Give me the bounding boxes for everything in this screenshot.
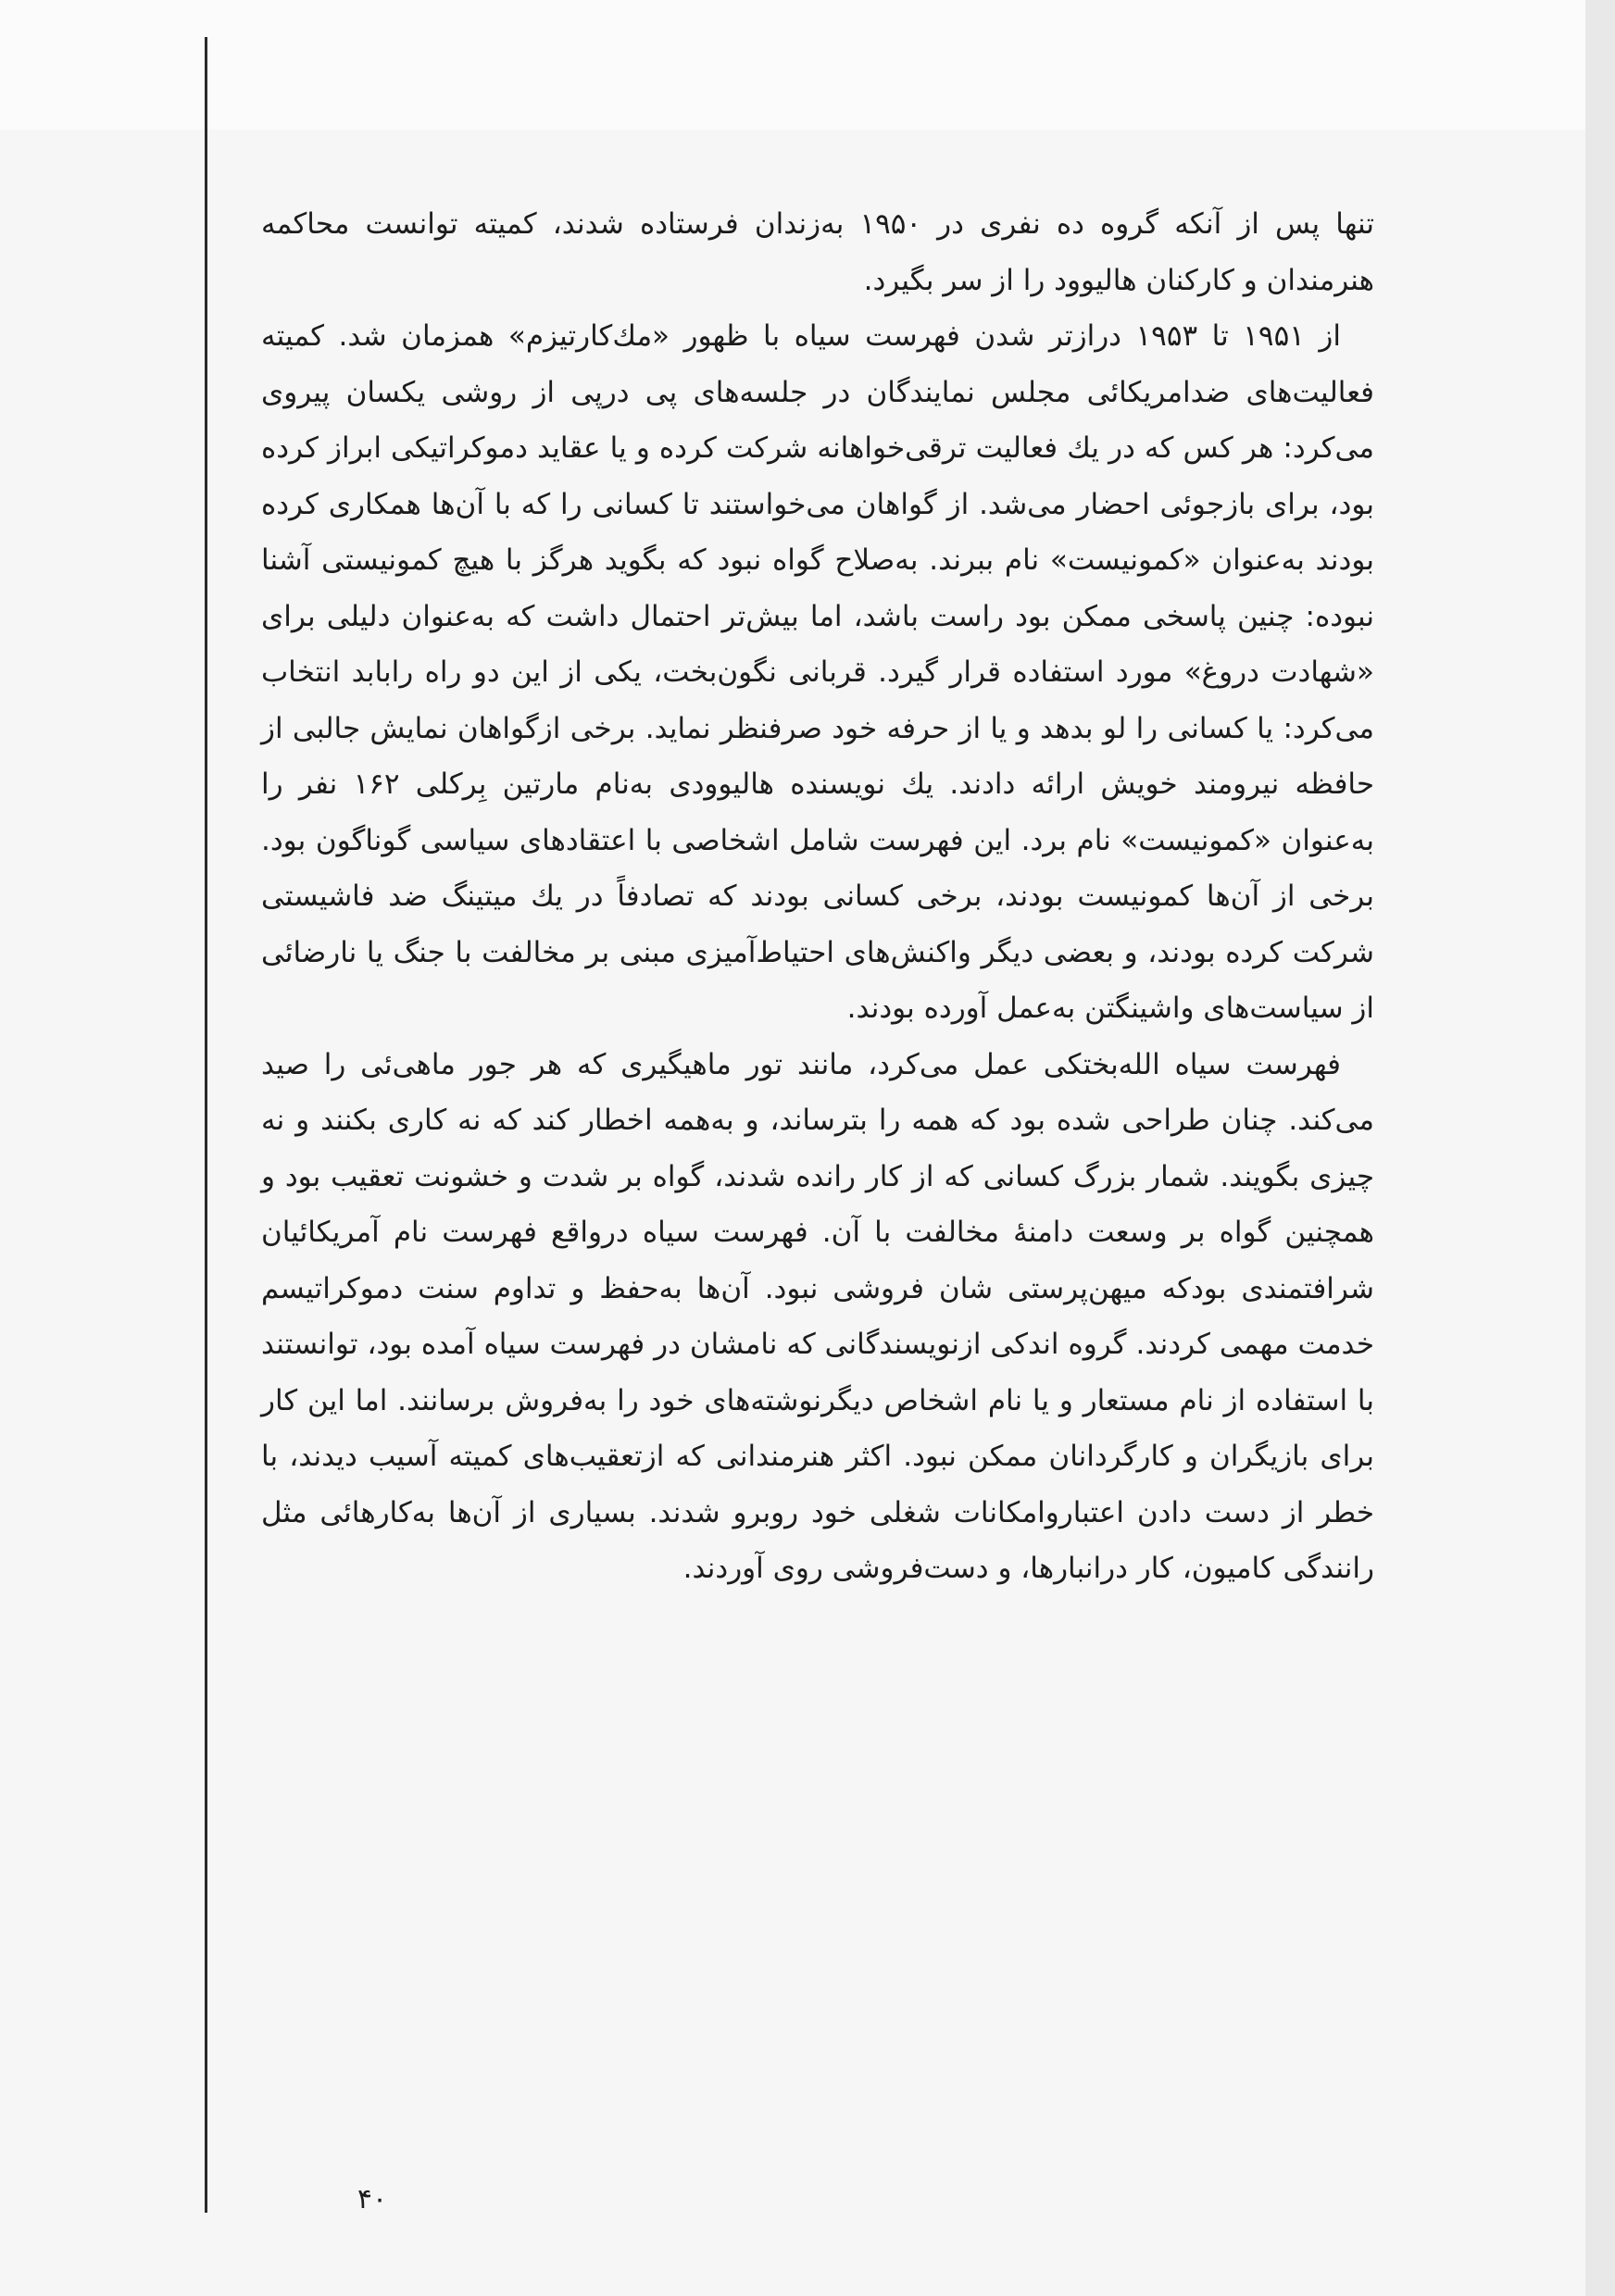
page-number: ۴۰ bbox=[357, 2183, 388, 2215]
paragraph-2: از ۱۹۵۱ تا ۱۹۵۳ درازتر شدن فهرست سیاه با ظهور «مك‌کارتیزم» همزمان شد. کمیته فعالیت‌های ضدامریکائی مجلس نمایندگان در جلسه‌های پی درپی از روشی یکسان پیروی می‌کرد: هر کس که در یك فعالیت ترقی‌خواهانه شرکت کرده و یا عقاید دموکراتیکی ابراز کرده بود، برای بازجوئی احضار می‌شد. از گواهان می‌خواستند تا کسانی را که با آن‌ها همکاری کرده بودند به‌عنوان «کمونیست» نام ببرند. به‌صلاح گواه نبود که بگوید هرگز با هیچ کمونیستی آشنا نبوده: چنین پاسخی ممکن بود راست باشد، اما بیش‌تر احتمال داشت که به‌عنوان دلیلی برای «شهادت دروغ» مورد استفاده قرار گیرد. قربانی نگون‌بخت، یکی از این دو راه رابابد انتخاب می‌کرد: یا کسانی را لو بدهد و یا از حرفه خود صرفنظر نماید. برخی ازگواهان نمایش جالبی از حافظه نیرومند خویش ارائه دادند. یك نویسنده هالیوودی به‌نام مارتین بِرکلی ۱۶۲ نفر را به‌عنوان «کمونیست» نام برد. این فهرست شامل اشخاصی با اعتقادهای سیاسی گوناگون بود. برخی از آن‌ها کمونیست بودند، برخی کسانی بودند که تصادفاً در یك میتینگ ضد فاشیستی شرکت کرده بودند، و بعضی دیگر واکنش‌های احتیاط‌آمیزی مبنی بر مخالفت با جنگ یا نارضائی از سیاست‌های واشینگتن به‌عمل آورده بودند. bbox=[261, 319, 1374, 1025]
paragraph-1: تنها پس از آنکه گروه ده نفری در ۱۹۵۰ به‌زندان فرستاده شدند، کمیته توانست محاکمه هنرمندان و کارکنان هالیوود را از سر بگیرد. bbox=[261, 207, 1374, 297]
margin-rule bbox=[205, 37, 207, 2213]
scan-edge bbox=[1585, 0, 1615, 2296]
paper-top-area bbox=[0, 0, 1615, 130]
body-text bbox=[261, 196, 1374, 1597]
paragraph-3: فهرست سیاه الله‌بختکی عمل می‌کرد، مانند تور ماهیگیری که هر جور ماهی‌ئی را صید می‌کند. چنان طراحی شده بود که همه را بترساند، و به‌همه اخطار کند که نه کاری بکنند و نه چیزی بگویند. شمار بزرگ کسانی که از کار رانده شدند، گواه بر شدت و خشونت تعقیب بود و همچنین گواه بر وسعت دامنهٔ مخالفت با آن. فهرست سیاه درواقع فهرست نام آمریکائیان شرافتمندی بودکه میهن‌پرستی شان فروشی نبود. آن‌ها به‌حفظ و تداوم سنت دموکراتیسم خدمت مهمی کردند. گروه اندکی ازنویسندگانی که نامشان در فهرست سیاه آمده بود، توانستند با استفاده از نام مستعار و یا نام اشخاص دیگرنوشته‌های خود را به‌فروش برسانند. اما این کار برای بازیگران و کارگردانان ممکن نبود. اکثر هنرمندانی که ازتعقیب‌های کمیته آسیب دیدند، با خطر از دست دادن اعتبارو‌امکانات شغلی خود روبرو شدند. بسیاری از آن‌ها به‌کارهائی مثل رانندگی کامیون، کار درانبارها، و دست‌فروشی روی آوردند. bbox=[261, 1047, 1374, 1585]
